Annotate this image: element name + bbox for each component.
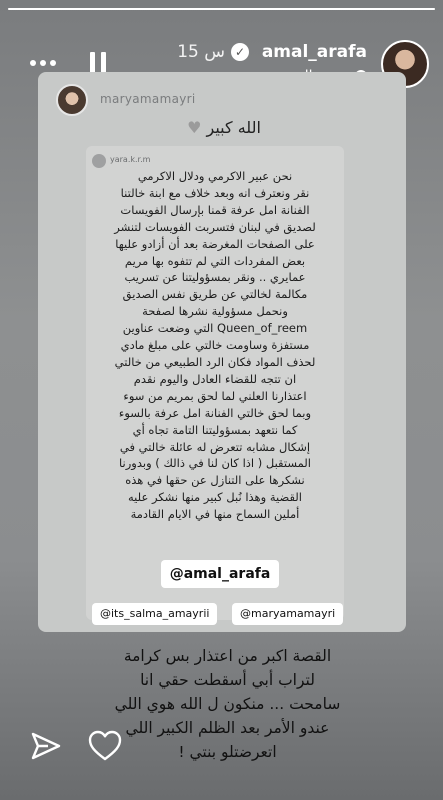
statement-line: إشكال مشابه تتعرض له عائلة خالتي في (119, 439, 311, 454)
card-username[interactable]: maryamamayri (100, 92, 196, 106)
statement-line: على الصفحات المغرضة بعد أن أزادو عليها (115, 236, 315, 251)
story-username[interactable]: amal_arafa (261, 42, 367, 62)
card-title-text: الله كبير (206, 118, 261, 137)
statement-line: بعض المفردات التي لم تتفوه بها مريم (124, 253, 306, 268)
inner-screenshot (86, 146, 344, 620)
statement-line: أملين السماح منها في الايام القادمة (130, 507, 300, 522)
statement-line: Queen_of_reem التي وضعت عناوين (122, 321, 308, 336)
inner-username: yara.k.r.m (110, 155, 151, 164)
mention-sticker-salma[interactable]: @its_salma_amayrii (92, 603, 217, 625)
statement-line: عمايري .. ونقر بمسؤوليتنا عن تسريب (124, 270, 306, 285)
caption-line: عندو الأمر بعد الظلم الكبير اللي (125, 719, 330, 737)
mention-sticker-amal[interactable]: @amal_arafa (161, 560, 279, 588)
caption-line: لتراب أبي أسقطت حقي انا (140, 671, 315, 689)
caption-line: اتعرضتلو بنتي ! (178, 743, 277, 761)
statement-line: نحن عبير الاكرمي ودلال الاكرمي (137, 169, 293, 183)
statement-text (96, 168, 334, 523)
caption-line: سامحت ... منكون ل الله هوي اللي (114, 695, 341, 713)
statement-line: المستقبل ( اذا كان لنا في ذالك ) وبدورنا (119, 456, 311, 471)
statement-line: لحذف المواد فكان الرد الطبيعي من خالتي (114, 354, 316, 369)
verified-badge-icon: ✓ (231, 43, 249, 61)
card-header (50, 84, 394, 118)
statement-line: مكالمة لخالتي عن طريق نفس الصديق (122, 287, 308, 302)
statement-line: القضية وهذا نُبل كبير منها نشكر عليه (128, 490, 302, 505)
grey-heart-icon: ♥ (187, 118, 202, 137)
caption-line: القصة اكبر من اعتذار بس كرامة (123, 647, 332, 665)
heart-icon[interactable] (88, 730, 122, 762)
send-icon[interactable] (30, 730, 62, 762)
mention-sticker-maryam[interactable]: @maryamamayri (232, 603, 343, 625)
statement-line: لصديق في لبنان فتسربت الفويسات لتنشر (114, 219, 316, 234)
card-title (38, 118, 406, 137)
story-progress-fill (8, 8, 435, 10)
statement-line: ونحمل مسؤولية نشرها لصفحة (142, 304, 288, 319)
statement-line: نشكرها على التنازل عن حقها في هذه (125, 473, 305, 488)
statement-line: مستفزة وساومت خالتي على مبلغ مادي (120, 338, 310, 353)
story-progress-bar (8, 8, 435, 10)
more-icon[interactable] (30, 60, 56, 66)
statement-line: الفنانة امل عرفة قمنا بإرسال الفويسات (120, 202, 310, 217)
statement-line: اعتذارنا العلني لما لحق بمريم من سوء (123, 388, 307, 403)
post-time: 15 س (177, 42, 225, 62)
shared-post-card (38, 72, 406, 632)
pause-icon[interactable] (90, 52, 108, 74)
card-avatar[interactable] (56, 84, 88, 116)
statement-line: نقر ونعترف انه وبعد خلاف مع ابنة خالتنا (120, 185, 310, 200)
statement-line: وبما لحق خالتي الفنانة امل عرفة بالسوء (118, 405, 312, 420)
statement-line: كما نتعهد بمسؤوليتنا التامة تجاه أي (132, 422, 298, 437)
inner-avatar (92, 154, 106, 168)
statement-line: ان تتجه للقضاء العادل واليوم نقدم (133, 371, 297, 386)
